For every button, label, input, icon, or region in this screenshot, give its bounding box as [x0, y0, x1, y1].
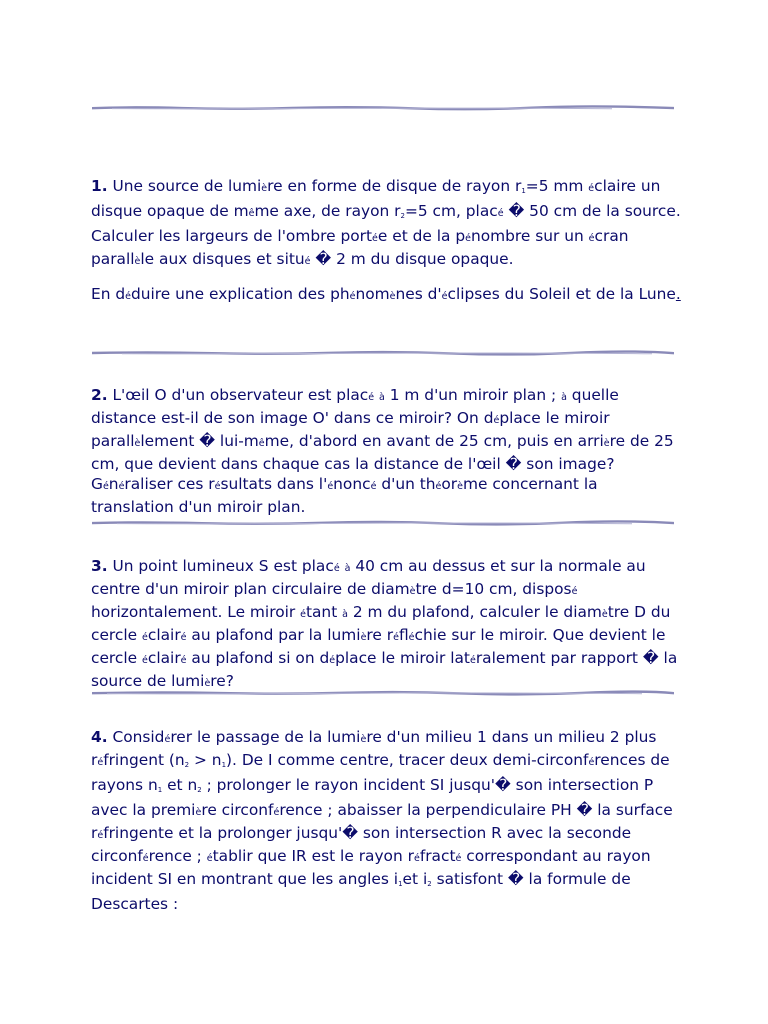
problem-4	[91, 727, 681, 914]
problem-1-number: 1.	[91, 177, 108, 195]
problem-1-paragraph-1	[91, 176, 681, 272]
problem-4-number: 4.	[91, 728, 108, 746]
divider-line	[92, 105, 674, 111]
problem-3-text: Un point lumineux S est placé à 40 cm au dessus et sur la normale au centre d'un miroir plan circulaire de diamètre d=10 cm, disposé horizontalement. Le miroir étant à 2 m du plafond, calculer le diamètre D du cercle éclairé au plafond par la lumière réfléchie sur le miroir. Que devient le cercle éclairé au plafond si on déplace le miroir latéralement par rapport � la source de lumière?	[91, 557, 678, 690]
divider-line	[92, 350, 674, 356]
problem-2	[91, 385, 681, 517]
problem-3-paragraph-1	[91, 556, 681, 694]
divider-line	[92, 690, 674, 696]
divider-line	[92, 520, 674, 526]
problem-1-paragraph-2: En déduire une explication des phénomènes d'éclipses du Soleil et de la Lune.	[91, 285, 681, 303]
problem-1	[91, 176, 681, 307]
problem-2-number: 2.	[91, 386, 108, 404]
problem-4-paragraph-1	[91, 727, 681, 914]
problem-3	[91, 556, 681, 694]
problem-2-text: L'œil O d'un observateur est placé à 1 m d'un miroir plan ; à quelle distance est-il de son image O' dans ce miroir? On déplace le miroir parallèlement � lui-même, d'abord en avant de 25 cm, puis en arrière de 25 cm, que devient dans chaque cas la distance de l'œil � son image? Généraliser ces résultats dans l'énoncé d'un théorème concernant la translation d'un miroir plan.	[91, 386, 674, 516]
problem-2-paragraph-1	[91, 385, 681, 517]
problem-1-text: Une source de lumière en forme de disque de rayon r1=5 mm éclaire un disque opaque de même axe, de rayon r2=5 cm, placé � 50 cm de la source. Calculer les largeurs de l'ombre portée et de la pénombre sur un écran parallèle aux disques et situé � 2 m du disque opaque.	[91, 177, 681, 268]
problem-3-number: 3.	[91, 557, 108, 575]
problem-4-text: Considérer le passage de la lumière d'un milieu 1 dans un milieu 2 plus réfringent (n2 > n1). De I comme centre, tracer deux demi-circonférences de rayons n1 et n2 ; prolonger le rayon incident SI jusqu'� son intersection P avec la première circonférence ; abaisser la perpendiculaire PH � la surface réfringente et la prolonger jusqu'� son intersection R avec la seconde circonférence ; établir que IR est le rayon réfracté correspondant au rayon incident SI en montrant que les angles i1et i2 satisfont � la formule de Descartes :	[91, 728, 673, 913]
